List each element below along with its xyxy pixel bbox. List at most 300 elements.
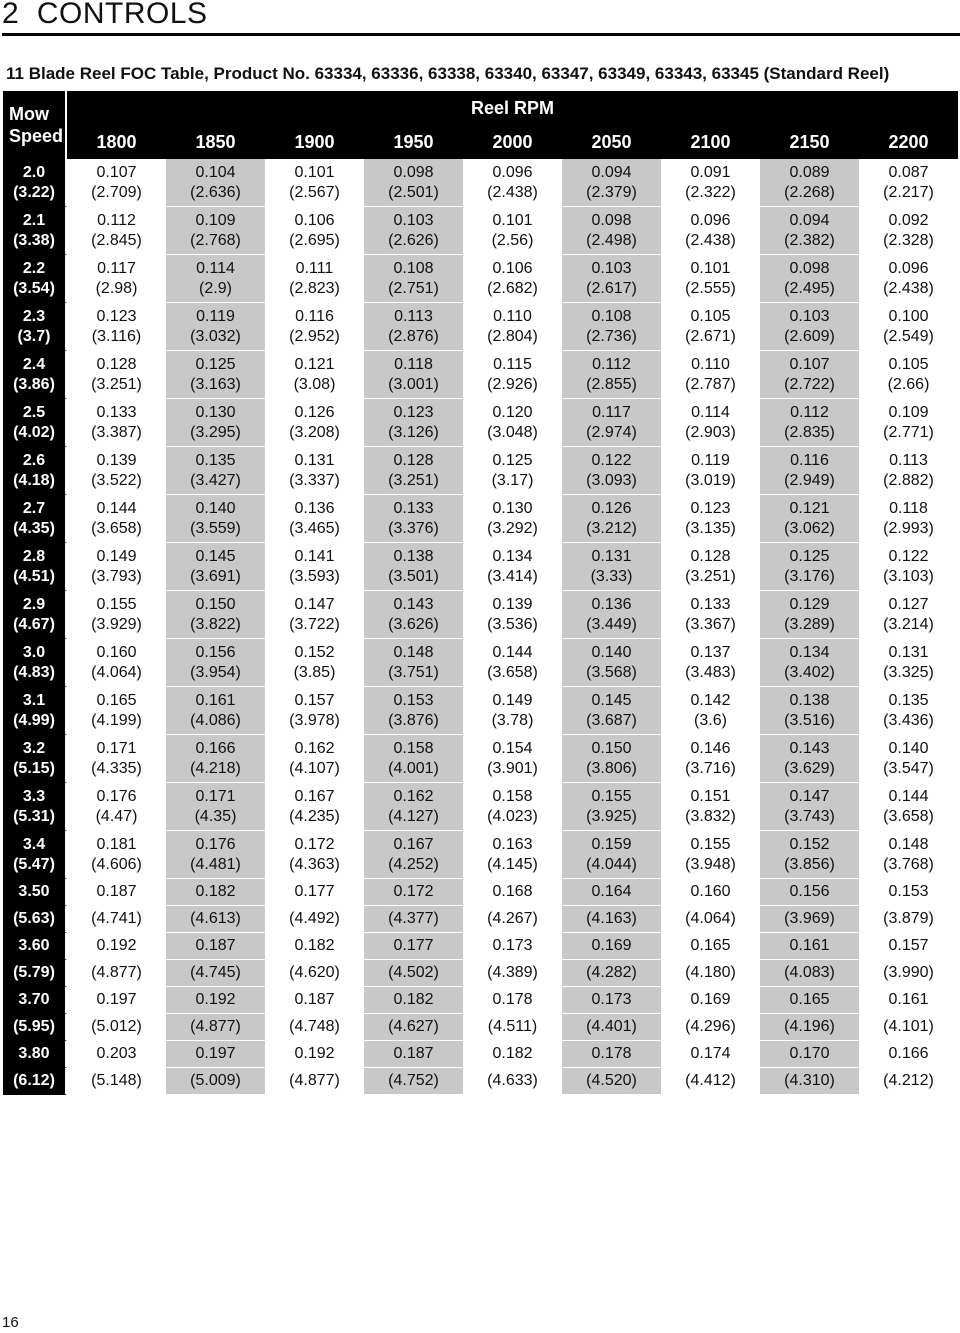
foc-cell xyxy=(364,639,463,687)
foc-inches: 0.182 xyxy=(265,933,364,960)
foc-mm: (4.145) xyxy=(487,855,538,873)
section-title xyxy=(2,0,208,31)
foc-mm: (3.251) xyxy=(685,567,736,585)
foc-mm: (3.019) xyxy=(685,471,736,489)
foc-inches: 0.101 xyxy=(690,259,731,277)
foc-cell xyxy=(364,495,463,543)
foc-inches: 0.149 xyxy=(96,547,137,565)
foc-mm: (3.289) xyxy=(784,615,835,633)
section-header xyxy=(0,0,960,36)
speed-mph: 3.2 xyxy=(22,739,46,757)
foc-mm: (3.093) xyxy=(586,471,637,489)
table-header-row-group xyxy=(3,91,958,125)
table-row xyxy=(3,1041,958,1068)
foc-mm: (2.438) xyxy=(883,279,934,297)
foc-mm: (4.310) xyxy=(760,1068,859,1095)
foc-cell xyxy=(166,447,265,495)
foc-inches: 0.105 xyxy=(690,307,731,325)
foc-inches: 0.156 xyxy=(760,879,859,906)
foc-inches: 0.114 xyxy=(691,403,730,421)
mow-speed-cell xyxy=(3,303,67,351)
speed-mph: 2.9 xyxy=(22,595,46,613)
foc-inches: 0.152 xyxy=(789,835,830,853)
foc-cell xyxy=(463,303,562,351)
foc-mm: (2.498) xyxy=(586,231,637,249)
mow-speed-cell xyxy=(3,255,67,303)
foc-cell xyxy=(760,207,859,255)
section-number: 2 xyxy=(2,0,20,30)
mow-speed-cell xyxy=(3,783,67,831)
foc-mm: (4.502) xyxy=(364,960,463,987)
foc-mm: (3.822) xyxy=(190,615,241,633)
foc-inches: 0.158 xyxy=(492,787,533,805)
foc-inches: 0.160 xyxy=(661,879,760,906)
foc-inches: 0.130 xyxy=(492,499,533,517)
foc-mm: (3.337) xyxy=(289,471,340,489)
foc-mm: (3.387) xyxy=(91,423,142,441)
foc-mm: (3.08) xyxy=(293,375,336,393)
foc-cell xyxy=(265,495,364,543)
foc-mm: (2.771) xyxy=(883,423,934,441)
foc-cell xyxy=(859,639,958,687)
rpm-header-row xyxy=(3,125,958,159)
foc-inches: 0.147 xyxy=(294,595,335,613)
foc-mm: (3.925) xyxy=(586,807,637,825)
foc-cell xyxy=(67,303,166,351)
foc-inches: 0.140 xyxy=(591,643,632,661)
foc-mm: (3.325) xyxy=(883,663,934,681)
foc-inches: 0.159 xyxy=(591,835,632,853)
foc-inches: 0.108 xyxy=(591,307,632,325)
mow-speed-header-line-2: Speed xyxy=(9,126,64,146)
foc-mm: (3.449) xyxy=(586,615,637,633)
foc-cell xyxy=(859,303,958,351)
foc-cell xyxy=(661,255,760,303)
foc-mm: (2.66) xyxy=(887,375,930,393)
foc-cell xyxy=(166,495,265,543)
foc-cell xyxy=(166,255,265,303)
foc-inches: 0.096 xyxy=(492,163,533,181)
foc-mm: (3.208) xyxy=(289,423,340,441)
table-row xyxy=(3,447,958,495)
foc-inches: 0.142 xyxy=(690,691,731,709)
foc-cell xyxy=(166,735,265,783)
foc-mm: (2.926) xyxy=(487,375,538,393)
rpm-column-header: 2200 xyxy=(859,125,958,159)
foc-cell xyxy=(265,303,364,351)
mow-speed-cell xyxy=(3,543,67,591)
foc-cell xyxy=(661,543,760,591)
foc-inches: 0.137 xyxy=(690,643,731,661)
foc-mm: (4.412) xyxy=(661,1068,760,1095)
foc-inches: 0.104 xyxy=(195,163,236,181)
foc-mm: (4.620) xyxy=(265,960,364,987)
foc-cell xyxy=(562,687,661,735)
foc-mm: (4.606) xyxy=(91,855,142,873)
foc-inches: 0.152 xyxy=(294,643,335,661)
foc-mm: (2.882) xyxy=(883,471,934,489)
foc-inches: 0.172 xyxy=(294,835,335,853)
speed-mph: 2.6 xyxy=(22,451,46,469)
foc-mm: (3.163) xyxy=(190,375,241,393)
page-number: 16 xyxy=(2,1314,19,1331)
foc-mm: (3.948) xyxy=(685,855,736,873)
foc-inches: 0.178 xyxy=(562,1041,661,1068)
table-row xyxy=(3,906,958,933)
foc-cell xyxy=(265,639,364,687)
foc-mm: (4.613) xyxy=(166,906,265,933)
foc-cell xyxy=(661,639,760,687)
foc-inches: 0.103 xyxy=(591,259,632,277)
foc-mm: (3.793) xyxy=(91,567,142,585)
speed-mph: 2.5 xyxy=(22,403,46,421)
foc-mm: (2.636) xyxy=(190,183,241,201)
foc-cell xyxy=(760,543,859,591)
foc-inches: 0.128 xyxy=(393,451,434,469)
foc-mm: (3.629) xyxy=(784,759,835,777)
foc-inches: 0.094 xyxy=(789,211,830,229)
foc-inches: 0.157 xyxy=(859,933,958,960)
foc-mm: (2.617) xyxy=(586,279,637,297)
foc-mm: (3.427) xyxy=(190,471,241,489)
foc-inches: 0.115 xyxy=(493,355,532,373)
foc-inches: 0.165 xyxy=(661,933,760,960)
foc-mm: (3.751) xyxy=(388,663,439,681)
rpm-column-header: 1950 xyxy=(364,125,463,159)
foc-cell xyxy=(463,735,562,783)
foc-cell xyxy=(859,351,958,399)
foc-mm: (2.438) xyxy=(487,183,538,201)
foc-cell xyxy=(463,639,562,687)
table-row xyxy=(3,591,958,639)
foc-inches: 0.109 xyxy=(195,211,236,229)
foc-cell xyxy=(166,591,265,639)
foc-inches: 0.098 xyxy=(393,163,434,181)
foc-cell xyxy=(859,783,958,831)
foc-inches: 0.101 xyxy=(492,211,533,229)
foc-cell xyxy=(562,399,661,447)
foc-cell xyxy=(661,591,760,639)
foc-cell xyxy=(265,207,364,255)
foc-mm: (3.658) xyxy=(91,519,142,537)
foc-mm: (3.978) xyxy=(289,711,340,729)
foc-mm: (2.495) xyxy=(784,279,835,297)
foc-cell xyxy=(760,255,859,303)
foc-mm: (3.522) xyxy=(91,471,142,489)
foc-inches: 0.116 xyxy=(790,451,829,469)
foc-cell xyxy=(364,687,463,735)
foc-inches: 0.155 xyxy=(690,835,731,853)
foc-mm: (4.492) xyxy=(265,906,364,933)
foc-mm: (3.33) xyxy=(590,567,633,585)
foc-inches: 0.122 xyxy=(591,451,632,469)
foc-mm: (3.658) xyxy=(883,807,934,825)
foc-mm: (2.835) xyxy=(784,423,835,441)
foc-cell xyxy=(859,255,958,303)
speed-mph: 2.8 xyxy=(22,547,46,565)
foc-inches: 0.162 xyxy=(294,739,335,757)
foc-cell xyxy=(760,687,859,735)
foc-mm: (4.741) xyxy=(67,906,166,933)
foc-inches: 0.157 xyxy=(294,691,335,709)
foc-mm: (2.804) xyxy=(487,327,538,345)
foc-inches: 0.139 xyxy=(492,595,533,613)
foc-inches: 0.139 xyxy=(96,451,137,469)
foc-inches: 0.187 xyxy=(364,1041,463,1068)
table-row xyxy=(3,639,958,687)
foc-inches: 0.134 xyxy=(492,547,533,565)
foc-mm: (2.98) xyxy=(95,279,138,297)
foc-cell xyxy=(562,255,661,303)
foc-mm: (4.064) xyxy=(91,663,142,681)
foc-inches: 0.144 xyxy=(96,499,137,517)
foc-mm: (4.218) xyxy=(190,759,241,777)
speed-kph: (3.86) xyxy=(13,375,55,393)
foc-mm: (3.292) xyxy=(487,519,538,537)
foc-mm: (3.536) xyxy=(487,615,538,633)
foc-inches: 0.164 xyxy=(562,879,661,906)
foc-cell xyxy=(760,447,859,495)
foc-inches: 0.129 xyxy=(789,595,830,613)
table-row xyxy=(3,735,958,783)
foc-mm: (2.736) xyxy=(586,327,637,345)
foc-cell xyxy=(760,639,859,687)
foc-cell xyxy=(364,351,463,399)
foc-mm: (2.328) xyxy=(883,231,934,249)
speed-kph: (5.47) xyxy=(13,855,55,873)
foc-mm: (4.877) xyxy=(166,1014,265,1041)
speed-mph: 2.7 xyxy=(22,499,46,517)
foc-inches: 0.145 xyxy=(591,691,632,709)
foc-cell xyxy=(463,351,562,399)
foc-cell xyxy=(67,447,166,495)
foc-inches: 0.138 xyxy=(393,547,434,565)
speed-mph: 3.0 xyxy=(22,643,46,661)
foc-mm: (4.252) xyxy=(388,855,439,873)
foc-mm: (4.401) xyxy=(562,1014,661,1041)
foc-cell xyxy=(463,687,562,735)
foc-inches: 0.192 xyxy=(166,987,265,1014)
foc-inches: 0.108 xyxy=(393,259,434,277)
foc-mm: (3.103) xyxy=(883,567,934,585)
foc-cell xyxy=(661,159,760,207)
foc-inches: 0.130 xyxy=(195,403,236,421)
foc-cell xyxy=(166,831,265,879)
foc-inches: 0.176 xyxy=(195,835,236,853)
foc-inches: 0.154 xyxy=(492,739,533,757)
foc-cell xyxy=(562,831,661,879)
foc-mm: (4.481) xyxy=(190,855,241,873)
foc-inches: 0.161 xyxy=(760,933,859,960)
foc-inches: 0.128 xyxy=(690,547,731,565)
foc-cell xyxy=(67,495,166,543)
foc-inches: 0.197 xyxy=(166,1041,265,1068)
speed-kph: (3.54) xyxy=(13,279,55,297)
table-row xyxy=(3,543,958,591)
foc-inches: 0.167 xyxy=(294,787,335,805)
foc-cell xyxy=(562,159,661,207)
mow-speed-cell xyxy=(3,687,67,735)
speed-mph: 3.80 xyxy=(3,1041,67,1068)
foc-inches: 0.091 xyxy=(690,163,731,181)
table-row xyxy=(3,960,958,987)
foc-mm: (5.009) xyxy=(166,1068,265,1095)
foc-cell xyxy=(661,495,760,543)
foc-cell xyxy=(562,351,661,399)
rpm-column-header: 1900 xyxy=(265,125,364,159)
foc-cell xyxy=(463,783,562,831)
mow-speed-cell xyxy=(3,351,67,399)
foc-inches: 0.203 xyxy=(67,1041,166,1068)
foc-inches: 0.096 xyxy=(888,259,929,277)
foc-inches: 0.135 xyxy=(888,691,929,709)
foc-cell xyxy=(166,351,265,399)
foc-mm: (3.722) xyxy=(289,615,340,633)
foc-inches: 0.173 xyxy=(562,987,661,1014)
foc-mm: (2.56) xyxy=(491,231,534,249)
foc-mm: (4.023) xyxy=(487,807,538,825)
foc-inches: 0.197 xyxy=(67,987,166,1014)
speed-kph: (4.02) xyxy=(13,423,55,441)
foc-inches: 0.123 xyxy=(690,499,731,517)
speed-mph: 3.70 xyxy=(3,987,67,1014)
foc-mm: (4.745) xyxy=(166,960,265,987)
foc-cell xyxy=(859,687,958,735)
foc-mm: (3.251) xyxy=(91,375,142,393)
foc-mm: (4.267) xyxy=(463,906,562,933)
foc-cell xyxy=(364,255,463,303)
foc-mm: (3.990) xyxy=(859,960,958,987)
foc-cell xyxy=(760,735,859,783)
foc-inches: 0.136 xyxy=(294,499,335,517)
foc-mm: (3.17) xyxy=(491,471,534,489)
table-row xyxy=(3,495,958,543)
foc-inches: 0.162 xyxy=(393,787,434,805)
foc-cell xyxy=(859,207,958,255)
foc-inches: 0.187 xyxy=(67,879,166,906)
table-row xyxy=(3,159,958,207)
foc-cell xyxy=(67,783,166,831)
foc-cell xyxy=(364,591,463,639)
foc-mm: (2.549) xyxy=(883,327,934,345)
speed-mph: 3.50 xyxy=(3,879,67,906)
speed-kph: (3.22) xyxy=(13,183,55,201)
foc-cell xyxy=(166,687,265,735)
foc-mm: (3.251) xyxy=(388,471,439,489)
foc-cell xyxy=(463,399,562,447)
foc-inches: 0.172 xyxy=(364,879,463,906)
foc-inches: 0.113 xyxy=(889,451,928,469)
foc-cell xyxy=(760,591,859,639)
foc-inches: 0.150 xyxy=(591,739,632,757)
foc-mm: (4.511) xyxy=(463,1014,562,1041)
foc-inches: 0.174 xyxy=(661,1041,760,1068)
foc-inches: 0.146 xyxy=(690,739,731,757)
mow-speed-header-line-1: Mow xyxy=(9,104,49,124)
foc-mm: (3.176) xyxy=(784,567,835,585)
foc-inches: 0.105 xyxy=(888,355,929,373)
foc-mm: (4.35) xyxy=(194,807,237,825)
foc-cell xyxy=(562,303,661,351)
foc-inches: 0.117 xyxy=(592,403,631,421)
foc-inches: 0.168 xyxy=(463,879,562,906)
foc-cell xyxy=(265,399,364,447)
foc-inches: 0.110 xyxy=(493,307,532,325)
foc-inches: 0.150 xyxy=(195,595,236,613)
foc-inches: 0.089 xyxy=(789,163,830,181)
foc-cell xyxy=(562,783,661,831)
foc-cell xyxy=(67,399,166,447)
foc-cell xyxy=(859,831,958,879)
foc-cell xyxy=(562,543,661,591)
speed-kph: (4.67) xyxy=(13,615,55,633)
speed-kph: (5.31) xyxy=(13,807,55,825)
foc-mm: (4.064) xyxy=(661,906,760,933)
foc-cell xyxy=(661,207,760,255)
foc-mm: (2.555) xyxy=(685,279,736,297)
mow-speed-header xyxy=(3,91,67,159)
foc-inches: 0.092 xyxy=(888,211,929,229)
foc-cell xyxy=(859,543,958,591)
foc-inches: 0.117 xyxy=(97,259,136,277)
foc-mm: (3.78) xyxy=(491,711,534,729)
foc-mm: (4.296) xyxy=(661,1014,760,1041)
foc-cell xyxy=(859,735,958,783)
foc-mm: (4.752) xyxy=(364,1068,463,1095)
foc-inches: 0.143 xyxy=(789,739,830,757)
speed-kph: (3.38) xyxy=(13,231,55,249)
foc-cell xyxy=(562,495,661,543)
foc-cell xyxy=(166,543,265,591)
foc-inches: 0.143 xyxy=(393,595,434,613)
rpm-column-header: 2000 xyxy=(463,125,562,159)
mow-speed-cell xyxy=(3,399,67,447)
table-row xyxy=(3,933,958,960)
foc-mm: (2.382) xyxy=(784,231,835,249)
foc-cell xyxy=(859,447,958,495)
foc-mm: (3.716) xyxy=(685,759,736,777)
foc-inches: 0.182 xyxy=(463,1041,562,1068)
table-row xyxy=(3,879,958,906)
foc-mm: (4.389) xyxy=(463,960,562,987)
foc-inches: 0.178 xyxy=(463,987,562,1014)
rpm-column-header: 1850 xyxy=(166,125,265,159)
foc-mm: (3.691) xyxy=(190,567,241,585)
foc-mm: (2.949) xyxy=(784,471,835,489)
table-row xyxy=(3,303,958,351)
foc-cell xyxy=(661,399,760,447)
foc-inches: 0.140 xyxy=(888,739,929,757)
foc-mm: (2.438) xyxy=(685,231,736,249)
foc-cell xyxy=(463,495,562,543)
foc-mm: (4.627) xyxy=(364,1014,463,1041)
foc-cell xyxy=(67,159,166,207)
foc-mm: (4.044) xyxy=(586,855,637,873)
foc-inches: 0.098 xyxy=(591,211,632,229)
foc-cell xyxy=(661,351,760,399)
foc-cell xyxy=(67,351,166,399)
speed-kph: (4.99) xyxy=(13,711,55,729)
foc-cell xyxy=(859,495,958,543)
foc-inches: 0.136 xyxy=(591,595,632,613)
foc-mm: (2.567) xyxy=(289,183,340,201)
foc-mm: (4.363) xyxy=(289,855,340,873)
table-row xyxy=(3,831,958,879)
foc-inches: 0.187 xyxy=(166,933,265,960)
foc-mm: (3.295) xyxy=(190,423,241,441)
foc-cell xyxy=(265,351,364,399)
foc-inches: 0.165 xyxy=(760,987,859,1014)
